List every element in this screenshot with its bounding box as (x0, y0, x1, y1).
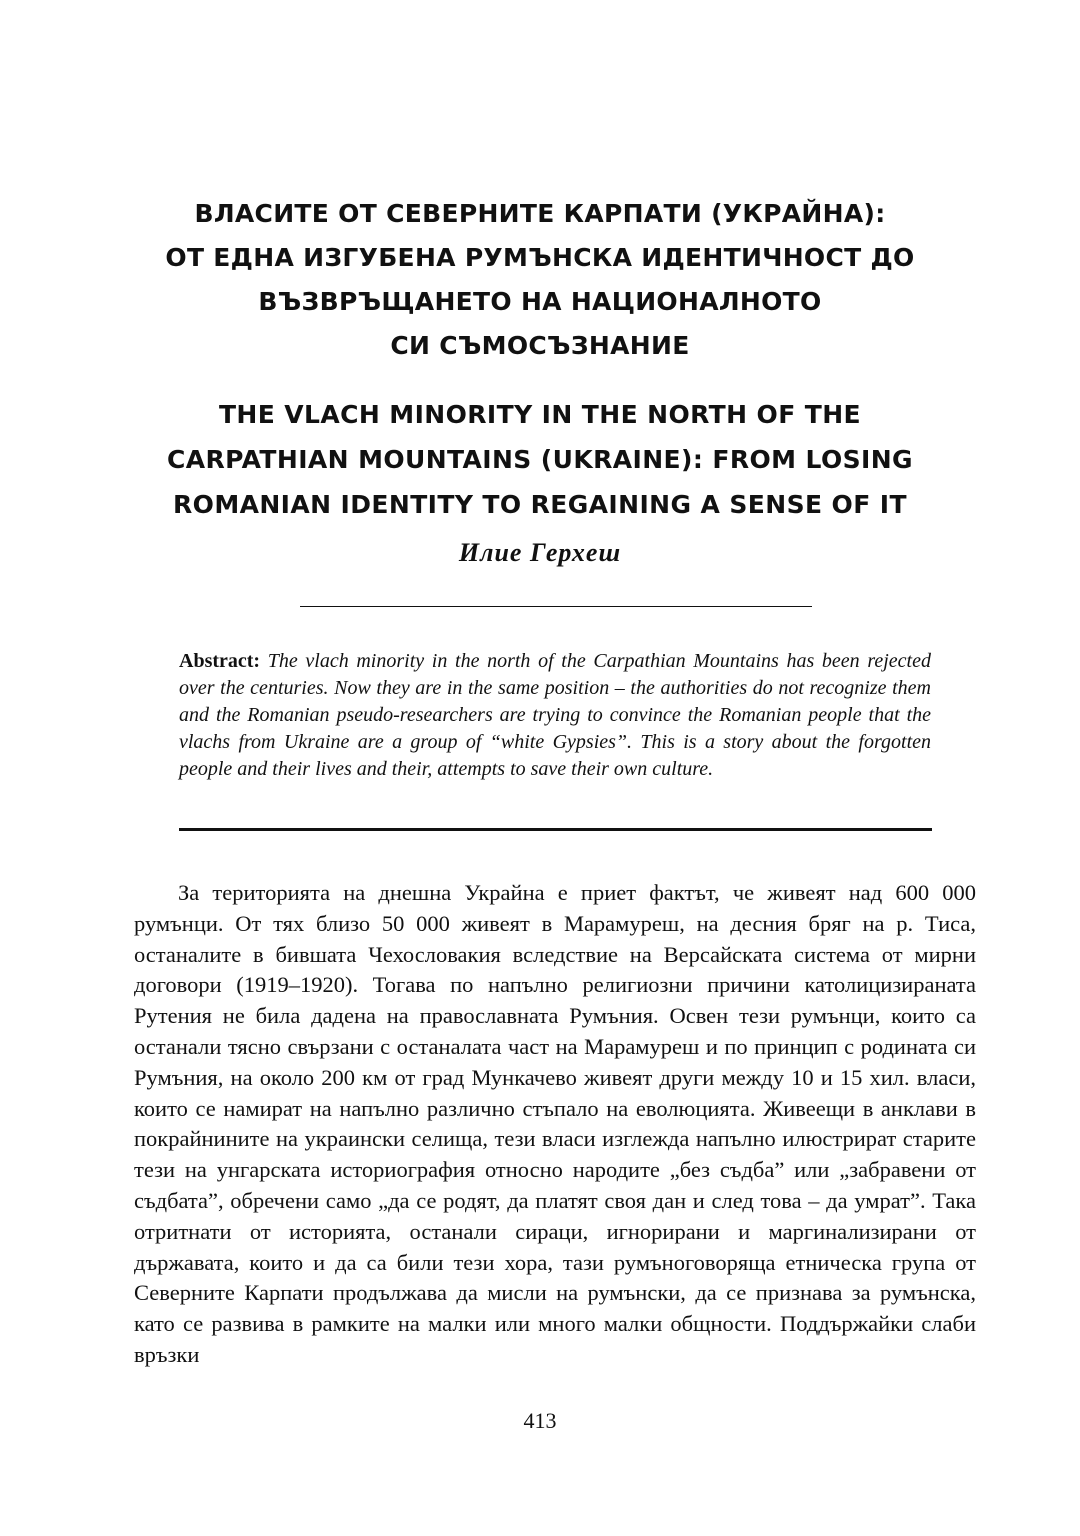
abstract-label: Abstract: (179, 650, 261, 672)
body-paragraph: За територията на днешна Украйна е приет фактът, че живеят над 600 000 румънци. От тях близо 50 000 живеят в Марамуреш, на десния бряг на р. Тиса, останалите в бившата Чехословакия вследствие на Версайската система от мирни договори (1919–1920). Тогава по напълно религиозни причини католицизираната Рутения не била дадена на православната Румъния. Освен тези румънци, които са останали тясно свързани с останалата част на Марамуреш и по принцип с родината си Румъния, на около 200 км от град Мункачево живеят други между 10 и 15 хил. власи, които се намират на напълно различно стъпало на еволюцията. Живеещи в анклави в покрайнините на украински селища, тези власи изглежда напълно илюстрират старите тези на унгарската историография относно народите „без съдба” или „забравени от съдбата”, обречени само „да се родят, да платят своя дан и след това – да умрат”. Така отритнати от историята, останали сираци, игнорирани и маргинализирани от държавата, които и да са били тези хора, тази румъноговоряща етническа група от Северните Карпати продължава да мисли на румънски, да се признава за румънска, като се развива в рамките на малки или много малки общности. Поддържайки слаби връзки (134, 880, 976, 1367)
title-bulgarian-line: ОТ ЕДНА ИЗГУБЕНА РУМЪНСКА ИДЕНТИЧНОСТ ДО (165, 243, 915, 272)
title-bulgarian-line: ВЛАСИТЕ ОТ СЕВЕРНИТЕ КАРПАТИ (УКРАЙНА): (194, 199, 886, 228)
abstract-block (179, 648, 931, 783)
title-bulgarian-line: ВЪЗВРЪЩАНЕТО НА НАЦИОНАЛНОТО (258, 287, 822, 316)
title-english-line: CARPATHIAN MOUNTAINS (UKRAINE): FROM LOSING (167, 445, 913, 474)
title-bulgarian (100, 192, 980, 368)
abstract-text: The vlach minority in the north of the Carpathian Mountains has been rejected over the centuries. Now they are in the same position – the authorities do not recognize them and the Romanian pseudo-researchers are trying to convince the Romanian people that the vlachs from Ukraine are a group of “white Gypsies”. This is a story about the forgotten people and their lives and their, attempts to save their own culture. (179, 650, 931, 780)
title-bulgarian-line: СИ СЪМОСЪЗНАНИЕ (390, 331, 690, 360)
author-divider (300, 606, 812, 607)
author-name: Илие Герхеш (458, 538, 622, 567)
title-english-line: THE VLACH MINORITY IN THE NORTH OF THE (218, 400, 862, 429)
page-number: 413 (523, 1408, 557, 1433)
title-english-line: ROMANIAN IDENTITY TO REGAINING A SENSE OF IT (173, 490, 907, 519)
abstract-divider (179, 828, 932, 831)
title-english (100, 392, 980, 527)
